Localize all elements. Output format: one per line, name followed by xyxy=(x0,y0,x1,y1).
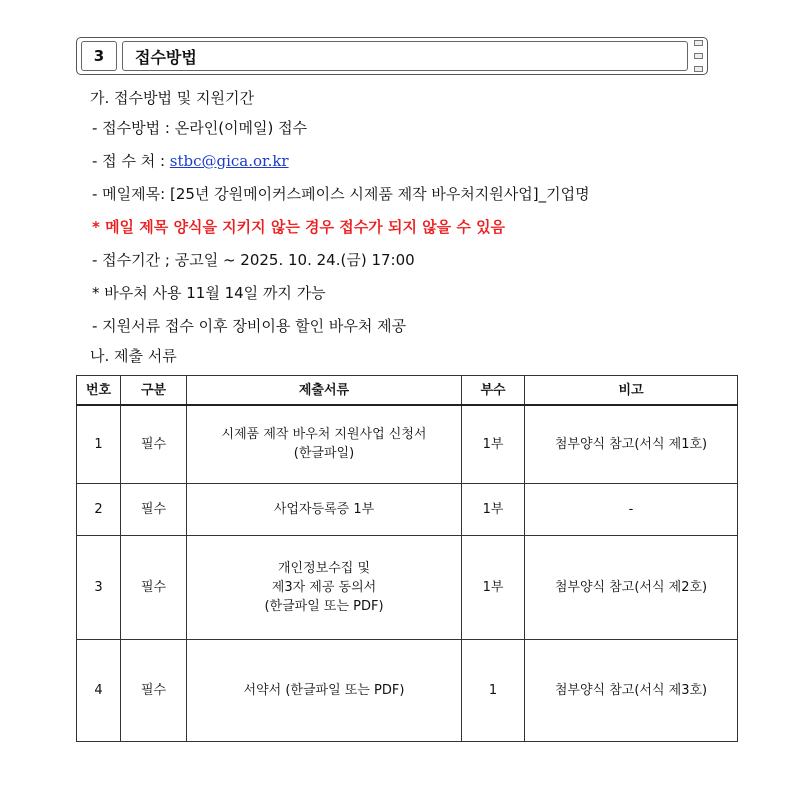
documents-table xyxy=(76,375,738,742)
cell-copies: 1부 xyxy=(462,405,525,483)
cell-number: 4 xyxy=(77,639,121,741)
cell-number: 3 xyxy=(77,535,121,639)
header-copies: 부수 xyxy=(462,376,525,406)
section-decoration xyxy=(694,40,703,72)
table-row xyxy=(77,405,738,483)
recipient-email-link[interactable]: stbc@gica.or.kr xyxy=(169,152,289,170)
table-row xyxy=(77,483,738,535)
header-remarks: 비고 xyxy=(525,376,738,406)
header-number: 번호 xyxy=(77,376,121,406)
recipient-line xyxy=(92,151,289,171)
cell-number: 1 xyxy=(77,405,121,483)
voucher-use-line: * 바우처 사용 11월 14일 까지 가능 xyxy=(92,284,326,302)
cell-number: 2 xyxy=(77,483,121,535)
period-line: - 접수기간 ; 공고일 ~ 2025. 10. 24.(금) 17:00 xyxy=(92,251,415,269)
cell-document: 개인정보수집 및 제3자 제공 동의서 (한글파일 또는 PDF) xyxy=(187,535,462,639)
cell-remarks: 첨부양식 참고(서식 제1호) xyxy=(525,405,738,483)
warning-line: * 메일 제목 양식을 지키지 않는 경우 접수가 되지 않을 수 있음 xyxy=(92,218,506,236)
section-header xyxy=(76,37,708,75)
mail-subject-line: - 메일제목: [25년 강원메이커스페이스 시제품 제작 바우처지원사업]_기업명 xyxy=(92,185,590,203)
cell-category: 필수 xyxy=(121,639,187,741)
cell-remarks: 첨부양식 참고(서식 제3호) xyxy=(525,639,738,741)
cell-document: 시제품 제작 바우처 지원사업 신청서 (한글파일) xyxy=(187,405,462,483)
subheading-b: 나. 제출 서류 xyxy=(90,347,177,365)
cell-remarks: 첨부양식 참고(서식 제2호) xyxy=(525,535,738,639)
discount-line: - 지원서류 접수 이후 장비이용 할인 바우처 제공 xyxy=(92,317,407,335)
subheading-a: 가. 접수방법 및 지원기간 xyxy=(90,89,254,107)
cell-document: 사업자등록증 1부 xyxy=(187,483,462,535)
header-document: 제출서류 xyxy=(187,376,462,406)
header-category: 구분 xyxy=(121,376,187,406)
cell-category: 필수 xyxy=(121,405,187,483)
cell-category: 필수 xyxy=(121,535,187,639)
cell-copies: 1부 xyxy=(462,483,525,535)
cell-remarks: - xyxy=(525,483,738,535)
cell-copies: 1 xyxy=(462,639,525,741)
table-row xyxy=(77,535,738,639)
method-line: - 접수방법 : 온라인(이메일) 접수 xyxy=(92,119,308,137)
cell-document: 서약서 (한글파일 또는 PDF) xyxy=(187,639,462,741)
section-number: 3 xyxy=(81,41,117,71)
cell-copies: 1부 xyxy=(462,535,525,639)
cell-category: 필수 xyxy=(121,483,187,535)
section-title: 접수방법 xyxy=(122,41,688,71)
table-header-row xyxy=(77,376,738,406)
recipient-label: - 접 수 처 : xyxy=(92,152,170,170)
table-row xyxy=(77,639,738,741)
